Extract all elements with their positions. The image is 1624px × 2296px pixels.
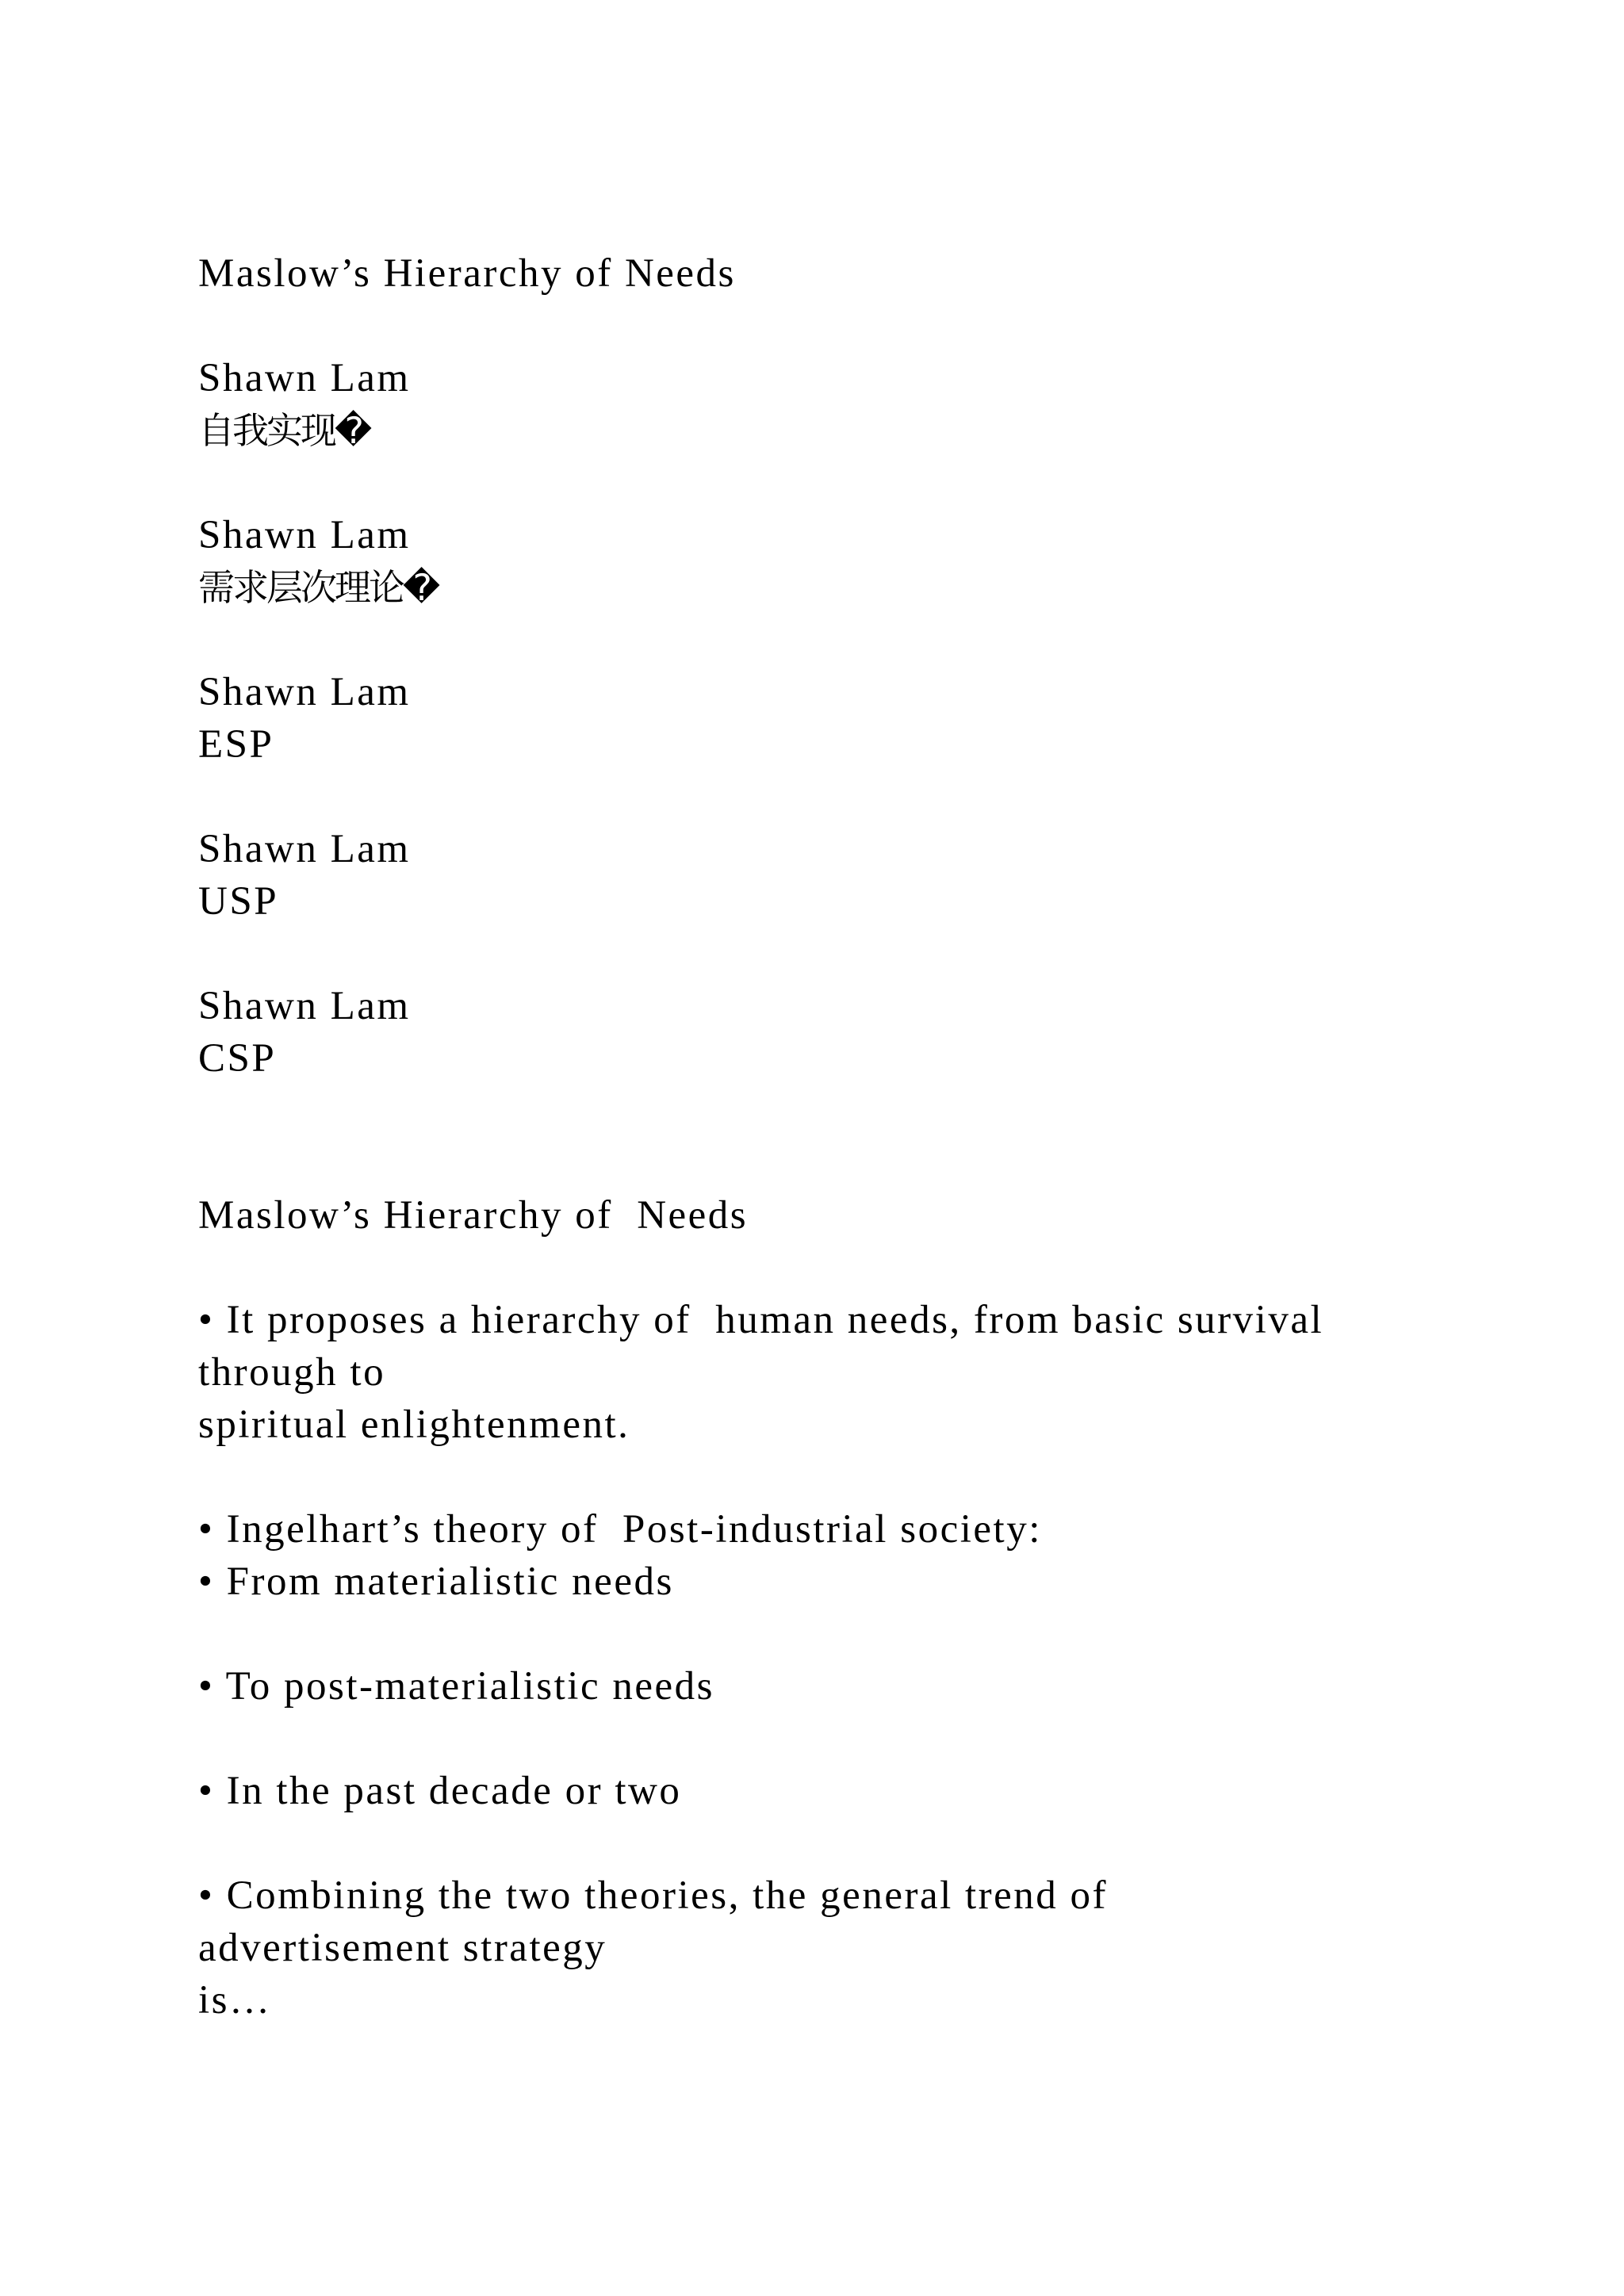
slide-author: Shawn Lam <box>198 356 411 400</box>
slide-text: 需求层次理论� <box>198 566 439 609</box>
bullet-line: spiritual enlightenment. <box>198 1402 630 1447</box>
bullet-line: • To post-materialistic needs <box>198 1664 714 1709</box>
bullet-line: is… <box>198 1978 272 2022</box>
section-title: Maslow’s Hierarchy of Needs <box>198 1193 749 1238</box>
slide-text: ESP <box>198 722 274 767</box>
document-body <box>198 247 1435 2026</box>
slide-author: Shawn Lam <box>198 670 411 714</box>
document-title: Maslow’s Hierarchy of Needs <box>198 251 736 296</box>
bullet-line: through to <box>198 1350 386 1395</box>
bullet-line: advertisement strategy <box>198 1926 607 1970</box>
bullet-line: • Combining the two theories, the general trend of <box>198 1873 1109 1918</box>
slide-text: USP <box>198 879 279 924</box>
bullet-line: • In the past decade or two <box>198 1769 682 1813</box>
slide-text: 自我实现� <box>198 409 370 452</box>
bullet-line: • From materialistic needs <box>198 1559 674 1604</box>
slide-author: Shawn Lam <box>198 984 411 1028</box>
bullet-line: • It proposes a hierarchy of human needs, from basic survival <box>198 1298 1324 1342</box>
slide-author: Shawn Lam <box>198 513 411 557</box>
slide-author: Shawn Lam <box>198 827 411 871</box>
slide-text: CSP <box>198 1036 277 1081</box>
bullet-line: • Ingelhart’s theory of Post-industrial society: <box>198 1507 1042 1552</box>
